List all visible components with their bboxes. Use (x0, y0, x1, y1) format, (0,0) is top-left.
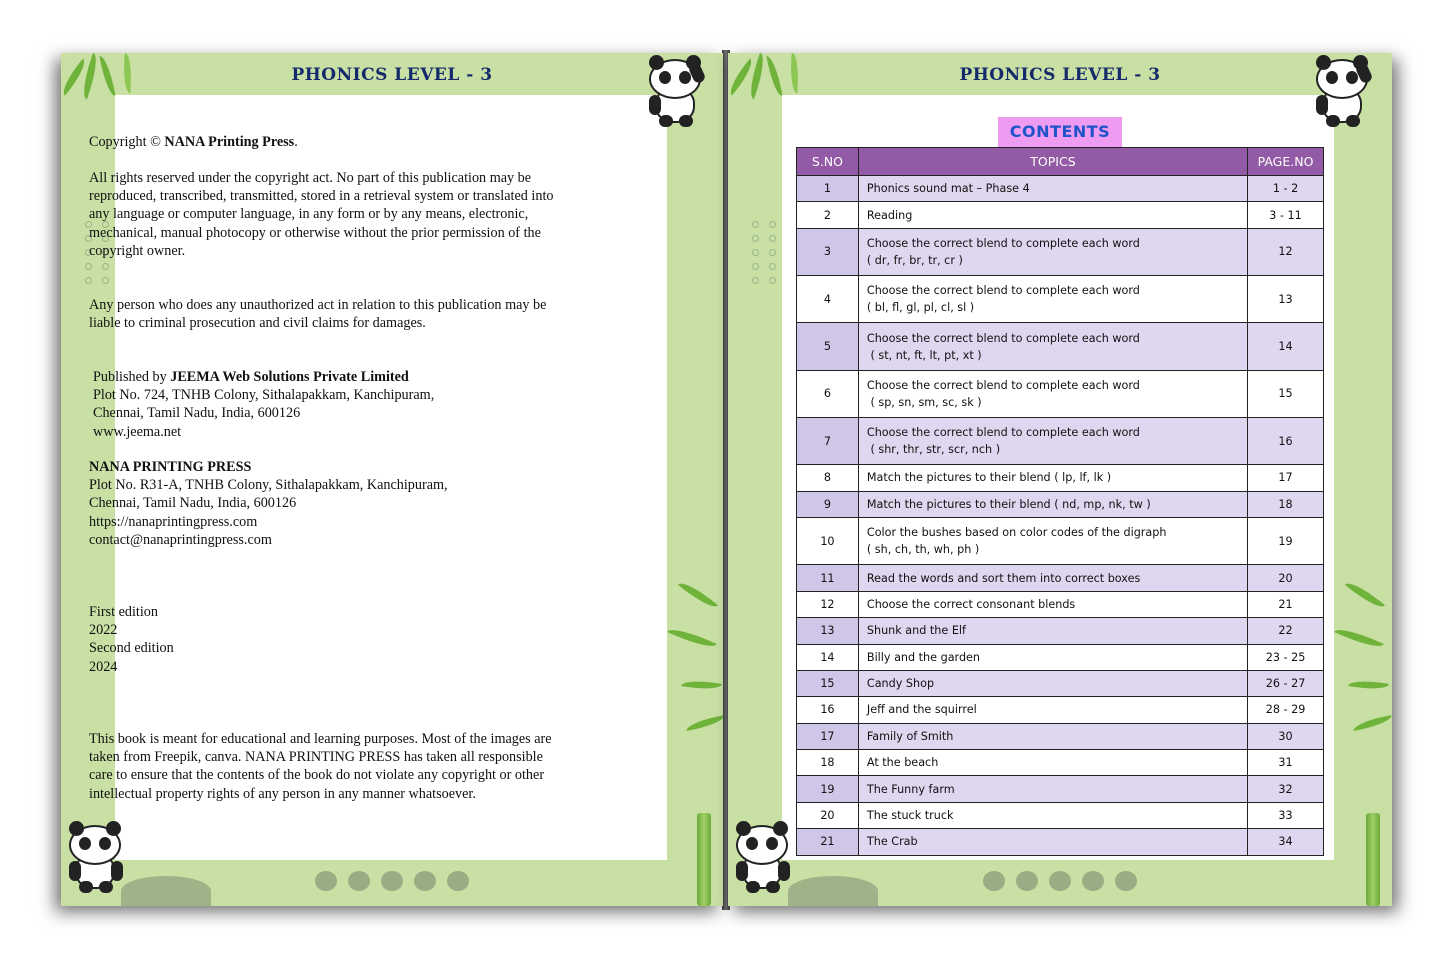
row-topic-line: The Crab (866, 835, 918, 849)
panda-waving-icon (1312, 55, 1372, 127)
row-topic-line: Jeff and the squirrel (866, 703, 977, 717)
row-topic (858, 518, 1247, 565)
row-page: 12 (1248, 228, 1324, 275)
panda-waving-icon (645, 55, 705, 127)
row-topic-line: Choose the correct blend to complete each word (866, 236, 1140, 250)
row-topic (858, 829, 1247, 855)
table-row (797, 370, 1324, 417)
row-topic-line: Family of Smith (866, 729, 954, 743)
row-topic-line: Match the pictures to their blend ( nd, mp, nk, tw ) (866, 497, 1151, 511)
page-dots (728, 871, 1392, 891)
table-row (797, 697, 1324, 723)
row-topic (858, 465, 1247, 491)
row-topic-line: At the beach (866, 756, 939, 770)
row-topic (858, 491, 1247, 517)
table-row (797, 465, 1324, 491)
row-topic-line: Choose the correct blend to complete each word (866, 426, 1140, 440)
row-topic-line: Color the bushes based on color codes of the digraph (866, 526, 1167, 540)
row-topic-line: The stuck truck (866, 809, 954, 823)
row-sno: 12 (797, 591, 859, 617)
row-sno: 8 (797, 465, 859, 491)
row-sno: 1 (797, 176, 859, 202)
table-row (797, 491, 1324, 517)
row-page: 33 (1248, 802, 1324, 828)
row-topic (858, 417, 1247, 464)
header-sno: S.NO (797, 148, 859, 176)
row-page: 34 (1248, 829, 1324, 855)
row-page: 17 (1248, 465, 1324, 491)
row-topic-blends: ( sh, ch, th, wh, ph ) (866, 543, 980, 557)
row-page: 14 (1248, 323, 1324, 370)
row-page: 32 (1248, 776, 1324, 802)
row-sno: 14 (797, 644, 859, 670)
table-row (797, 776, 1324, 802)
row-page: 26 - 27 (1248, 670, 1324, 696)
copyright-line: Copyright © NANA Printing Press. (89, 134, 298, 150)
table-row (797, 417, 1324, 464)
row-page: 22 (1248, 618, 1324, 644)
bamboo-stalk-icon (697, 813, 711, 906)
table-row (797, 723, 1324, 749)
row-sno: 18 (797, 750, 859, 776)
row-topic-blends: ( st, nt, ft, lt, pt, xt ) (866, 348, 982, 362)
row-page: 3 - 11 (1248, 202, 1324, 228)
row-page: 18 (1248, 491, 1324, 517)
row-topic (858, 276, 1247, 323)
table-row (797, 228, 1324, 275)
row-page: 21 (1248, 591, 1324, 617)
row-topic-blends: ( sp, sn, sm, sc, sk ) (866, 395, 982, 409)
row-sno: 16 (797, 697, 859, 723)
row-topic (858, 202, 1247, 228)
row-sno: 4 (797, 276, 859, 323)
table-row (797, 750, 1324, 776)
bamboo-stalk-icon (1366, 813, 1380, 906)
row-topic (858, 370, 1247, 417)
row-topic-line: Candy Shop (866, 677, 935, 691)
table-row (797, 618, 1324, 644)
contents-heading: CONTENTS (998, 117, 1122, 147)
header-topics: TOPICS (858, 148, 1247, 176)
row-topic-line: Choose the correct consonant blends (866, 597, 1076, 611)
row-page: 30 (1248, 723, 1324, 749)
row-topic (858, 176, 1247, 202)
row-topic-line: Reading (866, 208, 913, 222)
table-row (797, 202, 1324, 228)
table-row (797, 591, 1324, 617)
row-page: 20 (1248, 565, 1324, 591)
table-row (797, 670, 1324, 696)
row-topic-line: Shunk and the Elf (866, 624, 966, 638)
row-page: 16 (1248, 417, 1324, 464)
row-sno: 6 (797, 370, 859, 417)
publisher-block: Published by JEEMA Web Solutions Private Limited Plot No. 724, TNHB Colony, Sithalapakkam, Kanchipuram, Chennai, Tamil Nadu, India, 600126 www.jeema.net (93, 369, 435, 440)
row-topic (858, 323, 1247, 370)
row-page: 23 - 25 (1248, 644, 1324, 670)
row-sno: 5 (797, 323, 859, 370)
decorative-dots (752, 221, 777, 284)
row-topic-line: Phonics sound mat – Phase 4 (866, 182, 1030, 196)
row-page: 15 (1248, 370, 1324, 417)
contents-table (796, 147, 1324, 856)
row-sno: 20 (797, 802, 859, 828)
row-topic-line: The Funny farm (866, 782, 955, 796)
row-topic-line: Choose the correct blend to complete each word (866, 284, 1140, 298)
table-row (797, 518, 1324, 565)
printer-block: NANA PRINTING PRESS Plot No. R31-A, TNHB Colony, Sithalapakkam, Kanchipuram, Chennai, Tamil Nadu, India, 600126 https://nanaprintingpress.com contact@nanaprintingpress.com (89, 459, 448, 548)
row-page: 28 - 29 (1248, 697, 1324, 723)
table-row (797, 644, 1324, 670)
row-topic-blends: ( bl, fl, gl, pl, cl, sl ) (866, 301, 975, 315)
page-dots (61, 871, 723, 891)
row-sno: 9 (797, 491, 859, 517)
row-topic-line: Choose the correct blend to complete each word (866, 378, 1140, 392)
row-topic (858, 670, 1247, 696)
table-row (797, 802, 1324, 828)
row-topic (858, 750, 1247, 776)
page-title: PHONICS LEVEL - 3 (291, 65, 493, 85)
row-topic-line: Match the pictures to their blend ( lp, lf, lk ) (866, 471, 1112, 485)
rights-paragraph: All rights reserved under the copyright act. No part of this publication may be reproduced, transcribed, transmitted, stored in a retrieval system or translated into any language or computer language, in any form or by any means, electronic, mechanical, manual photocopy or otherwise without the prior permission of the copyright owner. (89, 170, 554, 259)
table-row (797, 323, 1324, 370)
row-sno: 3 (797, 228, 859, 275)
row-topic-line: Choose the correct blend to complete each word (866, 331, 1140, 345)
row-topic (858, 697, 1247, 723)
row-topic (858, 723, 1247, 749)
row-sno: 10 (797, 518, 859, 565)
row-sno: 2 (797, 202, 859, 228)
unauthorized-paragraph: Any person who does any unauthorized act in relation to this publication may be liable to criminal prosecution and civil claims for damages. (89, 297, 547, 332)
row-sno: 11 (797, 565, 859, 591)
row-page: 19 (1248, 518, 1324, 565)
row-topic (858, 565, 1247, 591)
row-sno: 13 (797, 618, 859, 644)
right-page-contents (728, 53, 1392, 906)
row-topic (858, 228, 1247, 275)
disclaimer-paragraph: This book is meant for educational and learning purposes. Most of the images are taken from Freepik, canva. NANA PRINTING PRESS has taken all responsible care to ensure that the contents of the book do not violate any copyright or other intellectual property rights of any person in any manner whatsoever. (89, 731, 552, 802)
row-topic-blends: ( shr, thr, str, scr, nch ) (866, 443, 1001, 457)
row-topic-line: Read the words and sort them into correct boxes (866, 571, 1141, 585)
row-topic (858, 776, 1247, 802)
table-row (797, 276, 1324, 323)
row-sno: 7 (797, 417, 859, 464)
table-row (797, 829, 1324, 855)
row-sno: 15 (797, 670, 859, 696)
row-sno: 19 (797, 776, 859, 802)
row-sno: 21 (797, 829, 859, 855)
row-sno: 17 (797, 723, 859, 749)
row-topic (858, 618, 1247, 644)
row-topic-line: Billy and the garden (866, 650, 981, 664)
row-page: 13 (1248, 276, 1324, 323)
header-page: PAGE.NO (1248, 148, 1324, 176)
page-title: PHONICS LEVEL - 3 (959, 65, 1161, 85)
table-row (797, 565, 1324, 591)
left-page-copyright (61, 53, 723, 906)
edition-block: First edition 2022 Second edition 2024 (89, 604, 174, 675)
row-topic (858, 591, 1247, 617)
table-row (797, 176, 1324, 202)
row-topic (858, 644, 1247, 670)
table-header-row (797, 148, 1324, 176)
row-page: 1 - 2 (1248, 176, 1324, 202)
row-topic (858, 802, 1247, 828)
row-page: 31 (1248, 750, 1324, 776)
row-topic-blends: ( dr, fr, br, tr, cr ) (866, 253, 963, 267)
